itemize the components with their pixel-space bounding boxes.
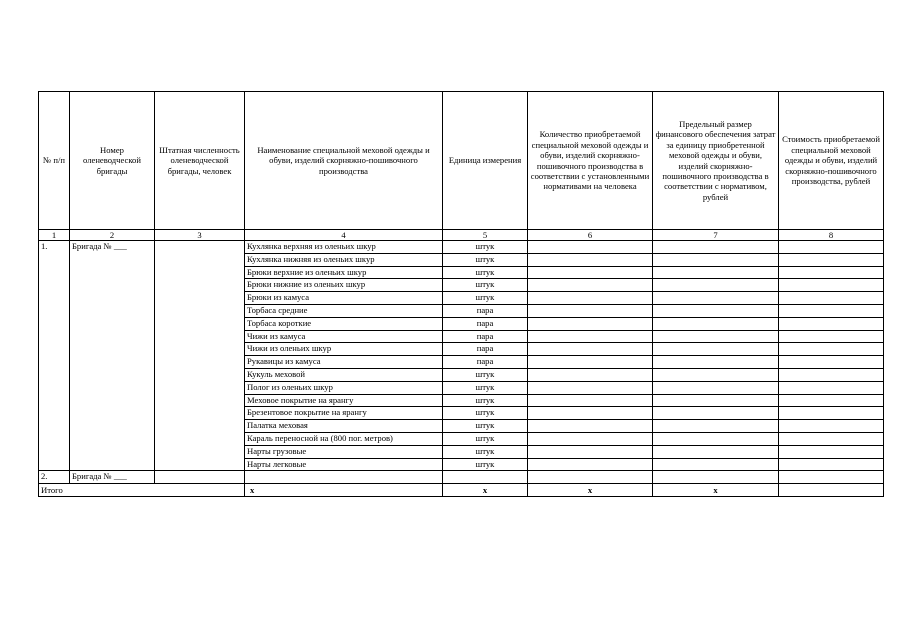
item-name: Рукавицы из камуса: [245, 356, 443, 369]
total-cost-cell: [779, 420, 884, 433]
item-unit: штук: [443, 394, 528, 407]
quantity-cell: [528, 432, 653, 445]
item-name: Брюки нижние из оленьих шкур: [245, 279, 443, 292]
max-cost-cell: [653, 253, 779, 266]
total-cost-cell: [779, 330, 884, 343]
item-unit: штук: [443, 407, 528, 420]
quantity-cell: [528, 292, 653, 305]
max-cost-cell: [653, 394, 779, 407]
total-cost-cell: [779, 445, 884, 458]
quantity-cell: [528, 381, 653, 394]
total-cost-cell: [779, 241, 884, 254]
column-number: 6: [528, 230, 653, 241]
item-unit: штук: [443, 292, 528, 305]
total-cost-cell: [779, 407, 884, 420]
header-brigade-number: Номер оленеводческой бригады: [70, 92, 155, 230]
max-cost-cell: [653, 445, 779, 458]
column-numbers-row: [39, 230, 884, 241]
table-row: [39, 471, 884, 484]
item-name: Чижи из камуса: [245, 330, 443, 343]
item-name: Нарты легковые: [245, 458, 443, 471]
max-cost-cell: [653, 420, 779, 433]
header-unit: Единица измерения: [443, 92, 528, 230]
empty-cell: [155, 471, 245, 484]
total-cost-cell: [779, 381, 884, 394]
staff-count-cell: [155, 241, 245, 471]
quantity-cell: [528, 317, 653, 330]
max-cost-cell: [653, 241, 779, 254]
total-x-mark: х: [653, 484, 779, 497]
quantity-cell: [528, 420, 653, 433]
max-cost-cell: [653, 343, 779, 356]
item-unit: пара: [443, 304, 528, 317]
item-unit: штук: [443, 432, 528, 445]
total-cost-cell: [779, 317, 884, 330]
item-name: Палатка меховая: [245, 420, 443, 433]
item-unit: штук: [443, 266, 528, 279]
total-cost-cell: [779, 266, 884, 279]
quantity-cell: [528, 241, 653, 254]
total-cost-cell: [779, 458, 884, 471]
quantity-cell: [528, 356, 653, 369]
item-name: Чижи из оленьих шкур: [245, 343, 443, 356]
row-number: 1.: [39, 241, 70, 471]
total-x-mark: х: [443, 484, 528, 497]
item-unit: пара: [443, 343, 528, 356]
total-x-mark: х: [528, 484, 653, 497]
brigade-name: Бригада № ___: [70, 471, 155, 484]
quantity-cell: [528, 343, 653, 356]
total-cost-value: [779, 484, 884, 497]
table-row: [39, 241, 884, 254]
brigade-clothing-table: [38, 91, 884, 497]
empty-cell: [528, 471, 653, 484]
item-name: Кухлянка нижняя из оленьих шкур: [245, 253, 443, 266]
empty-cell: [443, 471, 528, 484]
item-unit: пара: [443, 330, 528, 343]
item-name: Кукуль меховой: [245, 368, 443, 381]
max-cost-cell: [653, 279, 779, 292]
max-cost-cell: [653, 317, 779, 330]
header-quantity: Количество приобретаемой специальной меховой одежды и обуви, изделий скорняжно-пошивочного производства в соответствии с установленными нормативами на человека: [528, 92, 653, 230]
max-cost-cell: [653, 368, 779, 381]
total-cost-cell: [779, 394, 884, 407]
total-cost-cell: [779, 304, 884, 317]
total-cost-cell: [779, 368, 884, 381]
item-name: Нарты грузовые: [245, 445, 443, 458]
quantity-cell: [528, 304, 653, 317]
quantity-cell: [528, 279, 653, 292]
header-staff-count: Штатная численность оленеводческой бригады, человек: [155, 92, 245, 230]
max-cost-cell: [653, 330, 779, 343]
total-x-mark: х: [245, 484, 443, 497]
quantity-cell: [528, 253, 653, 266]
max-cost-cell: [653, 381, 779, 394]
quantity-cell: [528, 330, 653, 343]
total-cost-cell: [779, 279, 884, 292]
item-unit: штук: [443, 368, 528, 381]
quantity-cell: [528, 394, 653, 407]
header-total-cost: Стоимость приобретаемой специальной меховой одежды и обуви, изделий скорняжно-пошивочного производства, рублей: [779, 92, 884, 230]
item-unit: штук: [443, 253, 528, 266]
column-number: 5: [443, 230, 528, 241]
item-name: Меховое покрытие на ярангу: [245, 394, 443, 407]
header-item-name: Наименование специальной меховой одежды и обуви, изделий скорняжно-пошивочного производства: [245, 92, 443, 230]
quantity-cell: [528, 368, 653, 381]
row-number: 2.: [39, 471, 70, 484]
item-name: Кухлянка верхняя из оленьих шкур: [245, 241, 443, 254]
total-cost-cell: [779, 356, 884, 369]
item-unit: пара: [443, 317, 528, 330]
quantity-cell: [528, 458, 653, 471]
item-name: Торбаса короткие: [245, 317, 443, 330]
brigade-name: Бригада № ___: [70, 241, 155, 471]
max-cost-cell: [653, 432, 779, 445]
item-name: Караль переносной на (800 пог. метров): [245, 432, 443, 445]
item-unit: пара: [443, 356, 528, 369]
total-cost-cell: [779, 292, 884, 305]
item-unit: штук: [443, 445, 528, 458]
item-unit: штук: [443, 420, 528, 433]
total-cost-cell: [779, 253, 884, 266]
max-cost-cell: [653, 407, 779, 420]
header-max-cost: Предельный размер финансового обеспечения затрат за единицу приобретенной меховой одежды и обуви, изделий скорняжно-пошивочного производства в соответствии с нормативом, рублей: [653, 92, 779, 230]
column-number: 7: [653, 230, 779, 241]
item-unit: штук: [443, 241, 528, 254]
item-name: Полог из оленьих шкур: [245, 381, 443, 394]
item-unit: штук: [443, 381, 528, 394]
column-number: 4: [245, 230, 443, 241]
column-number: 8: [779, 230, 884, 241]
empty-cell: [779, 471, 884, 484]
max-cost-cell: [653, 292, 779, 305]
column-number: 2: [70, 230, 155, 241]
max-cost-cell: [653, 458, 779, 471]
item-name: Брюки из камуса: [245, 292, 443, 305]
empty-cell: [245, 471, 443, 484]
total-row: [39, 484, 884, 497]
max-cost-cell: [653, 266, 779, 279]
max-cost-cell: [653, 304, 779, 317]
quantity-cell: [528, 407, 653, 420]
item-name: Торбаса средние: [245, 304, 443, 317]
max-cost-cell: [653, 356, 779, 369]
total-label: Итого: [39, 484, 245, 497]
header-row: [39, 92, 884, 230]
quantity-cell: [528, 266, 653, 279]
item-unit: штук: [443, 458, 528, 471]
item-name: Брюки верхние из оленьих шкур: [245, 266, 443, 279]
item-unit: штук: [443, 279, 528, 292]
header-num: № п/п: [39, 92, 70, 230]
column-number: 1: [39, 230, 70, 241]
empty-cell: [653, 471, 779, 484]
column-number: 3: [155, 230, 245, 241]
total-cost-cell: [779, 432, 884, 445]
item-name: Брезентовое покрытие на ярангу: [245, 407, 443, 420]
total-cost-cell: [779, 343, 884, 356]
quantity-cell: [528, 445, 653, 458]
